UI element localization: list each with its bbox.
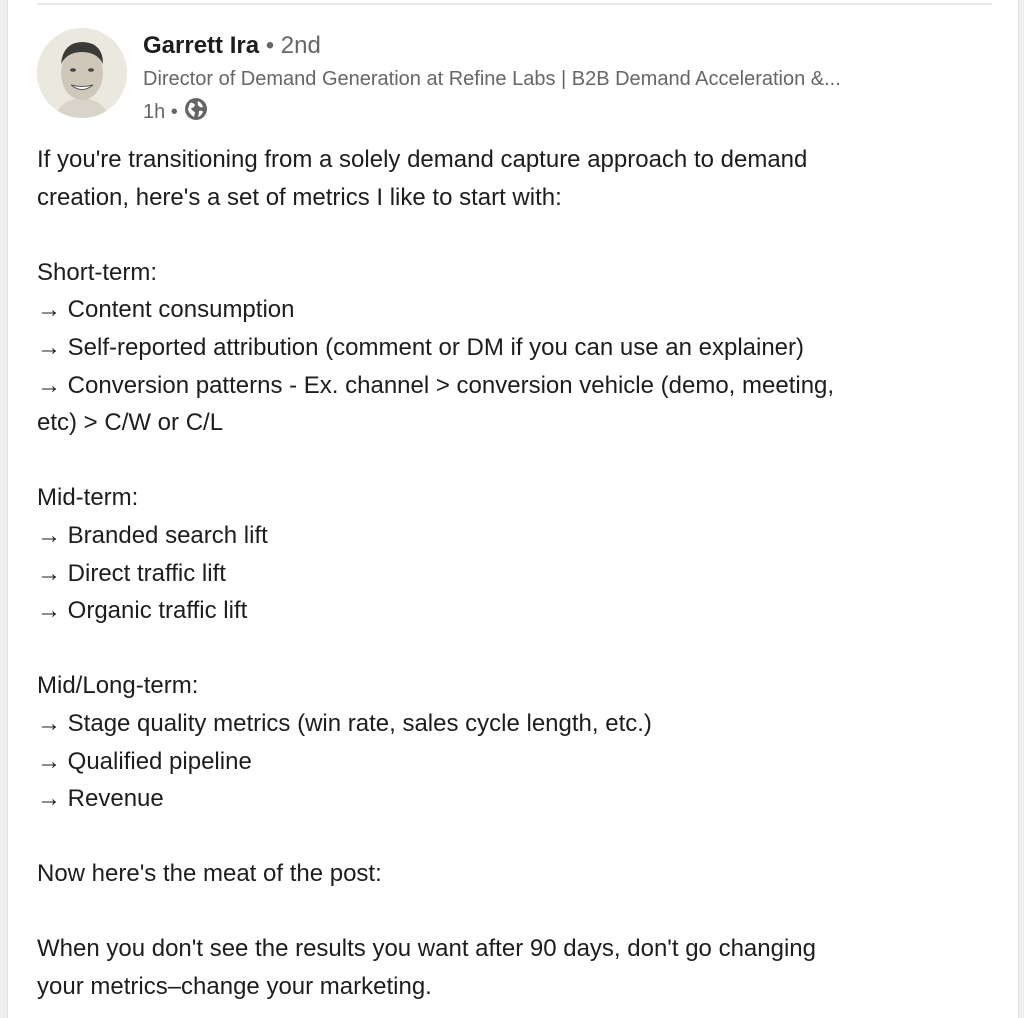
list-item: → Organic traffic lift bbox=[37, 597, 248, 625]
list-item: → Self-reported attribution (comment or DM if you can use an explainer) bbox=[37, 333, 805, 361]
list-item: etc) > C/W or C/L bbox=[37, 409, 224, 437]
list-item: → Stage quality metrics (win rate, sales cycle length, etc.) bbox=[37, 709, 652, 737]
post-text-line: your metrics–change your marketing. bbox=[37, 973, 432, 1001]
author-line bbox=[143, 32, 321, 60]
section-heading-short-term: Short-term: bbox=[37, 258, 158, 286]
list-item: → Qualified pipeline bbox=[37, 747, 252, 775]
list-item: → Revenue bbox=[37, 785, 164, 813]
globe-icon[interactable] bbox=[184, 97, 208, 127]
divider bbox=[37, 3, 992, 5]
list-item: → Content consumption bbox=[37, 296, 295, 324]
post-text-line: When you don't see the results you want after 90 days, don't go changing bbox=[37, 935, 816, 963]
avatar-photo bbox=[37, 28, 127, 118]
post-body bbox=[37, 141, 997, 1006]
post-text-line: If you're transitioning from a solely demand capture approach to demand bbox=[37, 146, 808, 173]
section-heading-long-term: Mid/Long-term: bbox=[37, 672, 199, 700]
section-heading-mid-term: Mid-term: bbox=[37, 484, 139, 512]
list-item: → Direct traffic lift bbox=[37, 559, 226, 587]
post-meta bbox=[143, 97, 208, 127]
connection-degree: • 2nd bbox=[265, 32, 321, 59]
post-time: 1h • bbox=[143, 100, 178, 123]
post-text-line: Now here's the meat of the post: bbox=[37, 860, 382, 888]
right-scrollbar[interactable] bbox=[1018, 0, 1024, 1018]
post-text-line: creation, here's a set of metrics I like to start with: bbox=[37, 183, 562, 211]
author-headline: Director of Demand Generation at Refine Labs | B2B Demand Acceleration &... bbox=[143, 68, 841, 90]
left-border bbox=[0, 0, 8, 1018]
list-item: → Branded search lift bbox=[37, 521, 268, 549]
list-item: → Conversion patterns - Ex. channel > conversion vehicle (demo, meeting, bbox=[37, 371, 835, 399]
avatar[interactable] bbox=[37, 28, 127, 118]
author-name[interactable]: Garrett Ira bbox=[143, 32, 260, 59]
